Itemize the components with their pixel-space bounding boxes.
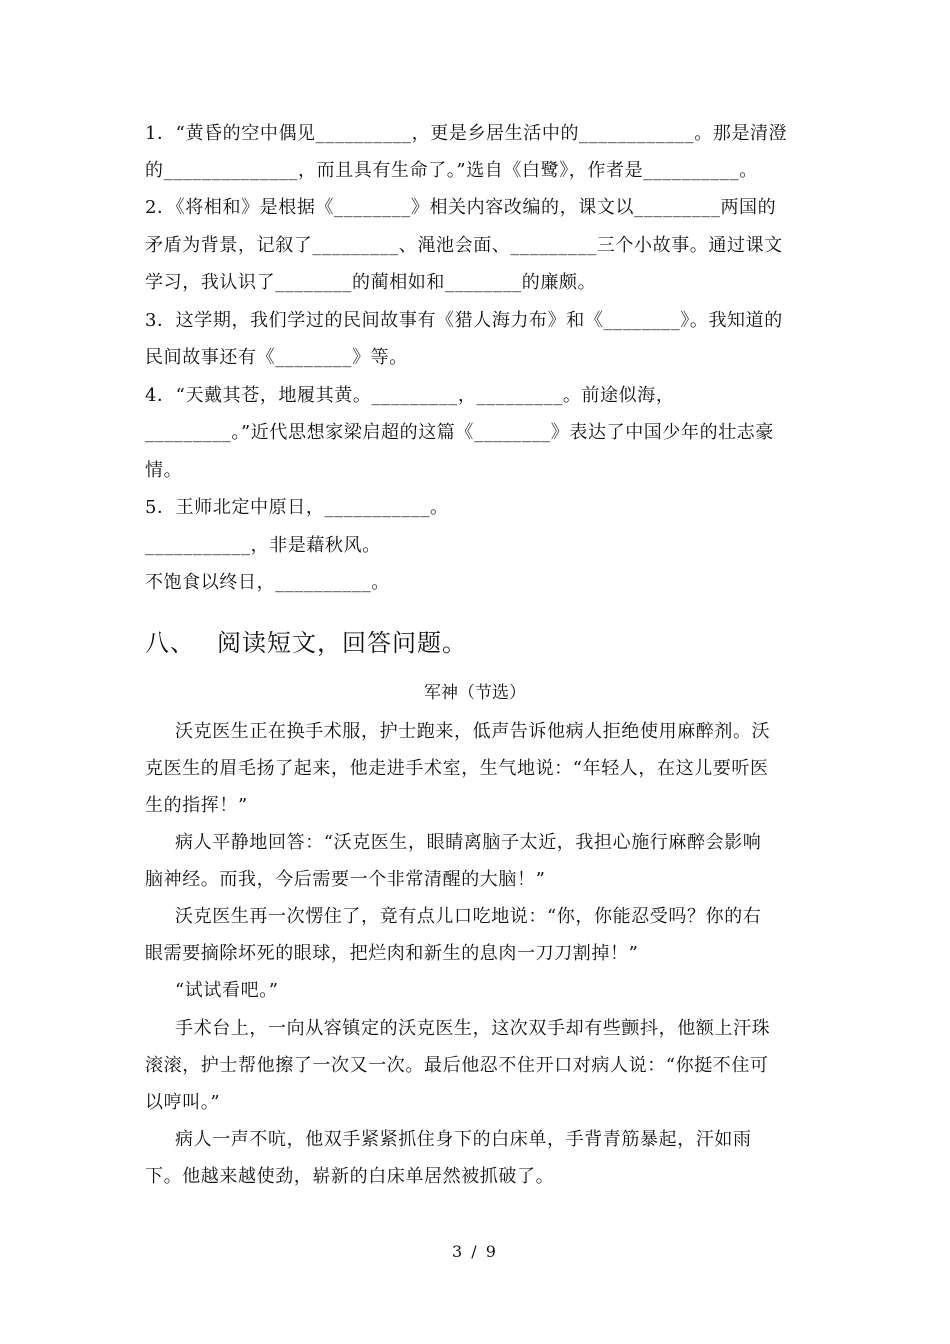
passage-line: 眼需要摘除坏死的眼球，把烂肉和新生的息肉一刀刀割掉！” [145,943,639,964]
passage-line: 沃克医生再一次愣住了，竟有点儿口吃地说：“你，你能忍受吗？你的右 [175,906,762,927]
question-2-line-2: 矛盾为背景，记叙了_________、渑池会面、_________三个小故事。通过课文 [145,235,783,256]
section-heading [145,628,467,658]
question-5-line-1: 5．王师北定中原日，___________。 [145,497,449,518]
passage-line: 生的指挥！” [145,795,248,816]
question-5-line-2: ___________，非是藉秋风。 [145,535,381,556]
section-title: 阅读短文，回答问题。 [217,629,467,657]
question-2-line-1: 2．《将相和》是根据《________》相关内容改编的，课文以_________两国的 [145,197,777,218]
passage-line: 脑神经。而我，今后需要一个非常清醒的大脑！” [145,869,546,890]
question-2-line-3: 学习，我认识了________的蔺相如和________的廉颇。 [145,272,597,293]
passage-line: 沃克医生正在换手术服，护士跑来，低声告诉他病人拒绝使用麻醉剂。沃 [175,721,771,742]
passage-line: 病人平静地回答：“沃克医生，眼睛离脑子太近，我担心施行麻醉会影响 [175,832,762,853]
question-1-line-1: 1．“黄昏的空中偶见__________，更是乡居生活中的____________。那是清澄 [145,123,788,144]
question-4-line-2: _________。”近代思想家梁启超的这篇《________》表达了中国少年的壮志豪 [145,422,774,443]
section-number: 八、 [145,629,195,657]
question-3-line-2: 民间故事还有《________》等。 [145,347,408,368]
question-1-line-2: 的______________，而且具有生命了。”选自《白鹭》，作者是__________。 [145,160,758,181]
passage-line: 病人一声不吭，他双手紧紧抓住身下的白床单，手背青筋暴起，汗如雨 [175,1129,752,1150]
question-4-line-1: 4．“天戴其苍，地履其黄。_________，_________。前途似海， [145,385,675,406]
passage-line: 克医生的眉毛扬了起来，他走进手术室，生气地说：“年轻人，在这儿要听医 [145,758,769,779]
question-4-line-3: 情。 [145,460,183,481]
page-number: 3 / 9 [452,1242,498,1261]
passage-line: 下。他越来越使劲，崭新的白床单居然被抓破了。 [145,1166,555,1187]
passage-line: 以哼叫。” [145,1092,221,1113]
passage-title: 军神（节选） [424,683,526,703]
question-5-line-3: 不饱食以终日，__________。 [145,572,390,593]
passage-line: “试试看吧。” [175,980,279,1001]
passage-line: 滚滚，护士帮他擦了一次又一次。最后他忍不住开口对病人说：“你挺不住可 [145,1055,769,1076]
question-3-line-1: 3．这学期，我们学过的民间故事有《猎人海力布》和《________》。我知道的 [145,310,783,331]
passage-line: 手术台上，一向从容镇定的沃克医生，这次双手却有些颤抖，他额上汗珠 [175,1018,771,1039]
